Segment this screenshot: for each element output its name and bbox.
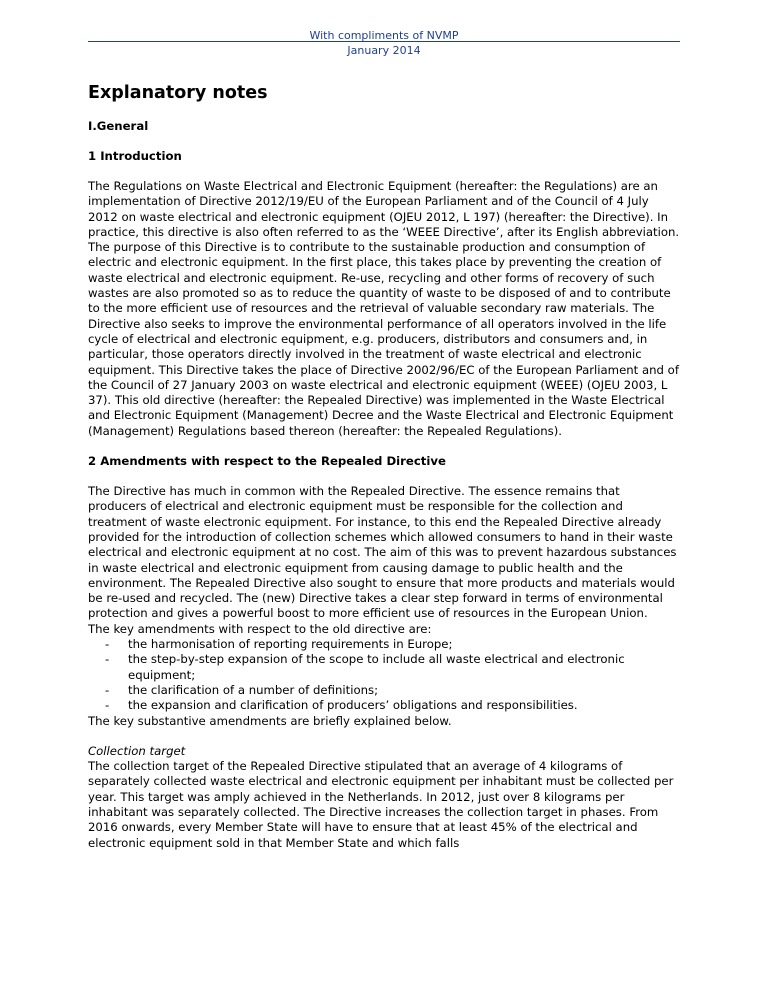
section-heading-general: I.General: [88, 119, 149, 133]
amendments-paragraph: The Directive has much in common with the Repealed Directive. The essence remains that producers of electrical and electronic equipment must be responsible for the collection and treatment of waste electronic equipment. For instance, to this end the Repealed Directive already provided for the introduction of collection schemes which allowed consumers to hand in their waste electrical and electronic equipment at no cost. The aim of this was to prevent hazardous substances in waste electrical and electronic equipment from causing damage to public health and the environment. The Repealed Directive also sought to ensure that more products and materials would be re-used and recycled. The (new) Directive takes a clear step forward in terms of environmental protection and gives a powerful boost to more efficient use of resources in the European Union.: [88, 484, 677, 621]
amendments-list-outro: The key substantive amendments are briefly explained below.: [88, 713, 452, 728]
subsection-heading-introduction: 1 Introduction: [88, 149, 182, 163]
header-line-2: January 2014: [347, 44, 421, 57]
introduction-paragraph-2: The purpose of this Directive is to contribute to the sustainable production and consumption of electric and electronic equipment. In the first place, this takes place by preventing the creation of waste electrical and electronic equipment. Re-use, recycling and other forms of recovery of such wastes are also promoted so as to reduce the quantity of waste to be disposed of and to contribute to the more efficient use of resources and the retrieval of valuable secondary raw materials. The Directive also seeks to improve the environmental performance of all operators involved in the life cycle of electrical and electronic equipment, e.g. producers, distributors and consumers and, in particular, those operators directly involved in the treatment of waste electrical and electronic equipment. This Directive takes the place of Directive 2002/96/EC of the European Parliament and of the Council of 27 January 2003 on waste electrical and electronic equipment (WEEE) (OJEU 2003, L 37). This old directive (hereafter: the Repealed Directive) was implemented in the Waste Electrical and Electronic Equipment (Management) Decree and the Waste Electrical and Electronic Equipment (Management) Regulations based thereon (hereafter: the Repealed Regulations).: [88, 240, 679, 438]
amendments-list-intro: The key amendments with respect to the old directive are:: [88, 621, 432, 636]
introduction-paragraph-1: The Regulations on Waste Electrical and Electronic Equipment (hereafter: the Regulations) are an implementation of Directive 2012/19/EU of the European Parliament and of the Council of 4 July 2012 on waste electrical and electronic equipment (OJEU 2012, L 197) (hereafter: the Directive). In practice, this directive is also often referred to as the ‘WEEE Directive’, after its English abbreviation.: [88, 179, 680, 239]
collection-target-heading: Collection target: [88, 743, 186, 758]
header-divider: [88, 41, 680, 42]
list-item: - the clarification of a number of definitions;: [88, 683, 680, 698]
document-body: [88, 82, 680, 851]
amendments-list: [88, 637, 680, 713]
subsection-heading-amendments: 2 Amendments with respect to the Repealed Directive: [88, 454, 446, 469]
page-header: [88, 28, 680, 58]
document-title: Explanatory notes: [88, 83, 268, 103]
list-item: - the harmonisation of reporting requirements in Europe;: [88, 637, 680, 652]
header-line-1: With compliments of NVMP: [309, 29, 459, 42]
list-item: - the step-by-step expansion of the scope to include all waste electrical and electronic equipment;: [88, 652, 680, 683]
collection-target-paragraph: The collection target of the Repealed Directive stipulated that an average of 4 kilograms of separately collected waste electrical and electronic equipment per inhabitant must be collected per year. This target was amply achieved in the Netherlands. In 2012, just over 8 kilograms per inhabitant was separately collected. The Directive increases the collection target in phases. From 2016 onwards, every Member State will have to ensure that at least 45% of the electrical and electronic equipment sold in that Member State and which falls: [88, 759, 674, 850]
list-item: - the expansion and clarification of producers’ obligations and responsibilities.: [88, 698, 680, 713]
